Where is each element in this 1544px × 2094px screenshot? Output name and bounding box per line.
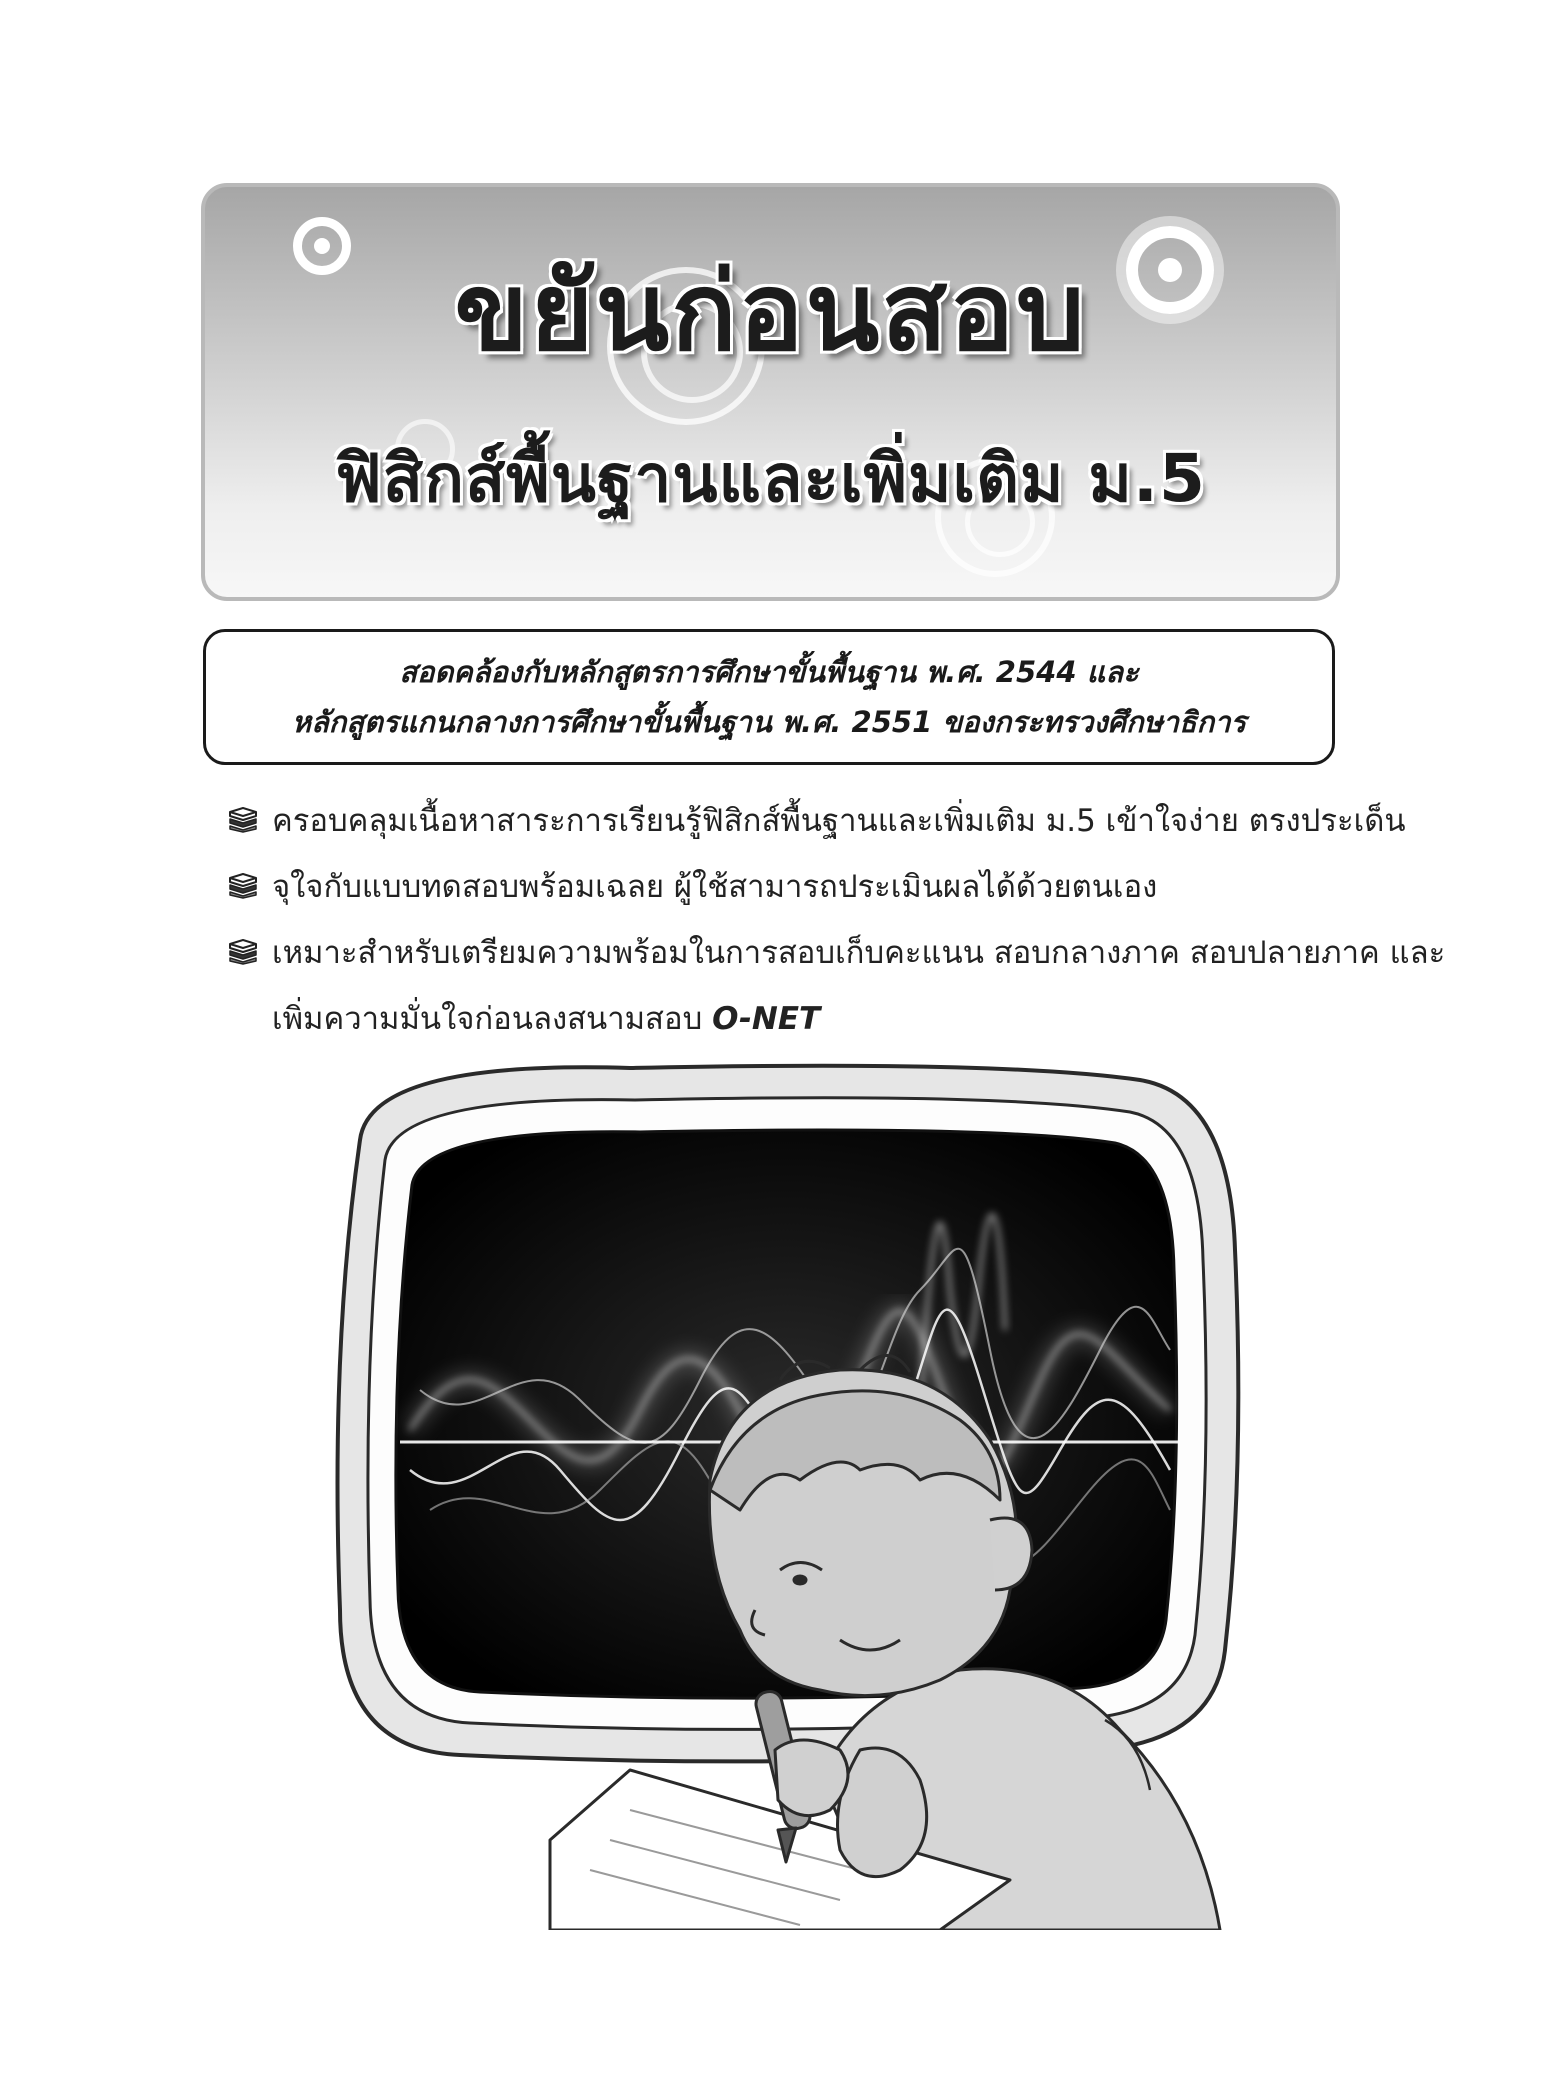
title-banner xyxy=(201,183,1340,601)
feature-item xyxy=(228,854,1348,920)
feature-list xyxy=(228,788,1446,1052)
feature-item xyxy=(228,920,1446,1052)
feature-continuation-text: เพิ่มความมั่นใจก่อนลงสนามสอบ xyxy=(272,1001,703,1037)
curriculum-line-1: สอดคล้องกับหลักสูตรการศึกษาขั้นพื้นฐาน พ.ศ. 2544 และ xyxy=(399,655,1139,689)
stacked-books-icon xyxy=(228,939,258,965)
stacked-books-icon xyxy=(228,807,258,833)
feature-text-continuation xyxy=(272,986,1348,1052)
feature-text: ครอบคลุมเนื้อหาสาระการเรียนรู้ฟิสิกส์พื้นฐานและเพิ่มเติม ม.5 เข้าใจง่าย ตรงประเด็น xyxy=(272,803,1406,839)
feature-text: เหมาะสำหรับเตรียมความพร้อมในการสอบเก็บคะแนน สอบกลางภาค สอบปลายภาค และ xyxy=(272,935,1446,971)
curriculum-box xyxy=(203,629,1335,765)
curriculum-line-2: หลักสูตรแกนกลางการศึกษาขั้นพื้นฐาน พ.ศ. 2551 ของกระทรวงศึกษาธิการ xyxy=(291,705,1247,739)
book-subtitle: ฟิสิกส์พื้นฐานและเพิ่มเติม ม.5 xyxy=(335,440,1206,517)
onet-highlight: O-NET xyxy=(712,1001,821,1037)
cover-illustration xyxy=(300,1050,1260,1930)
book-title: ขยันก่อนสอบ xyxy=(454,250,1087,375)
feature-item xyxy=(228,788,1406,854)
feature-text: จุใจกับแบบทดสอบพร้อมเฉลย ผู้ใช้สามารถประเมินผลได้ด้วยตนเอง xyxy=(272,869,1158,905)
stacked-books-icon xyxy=(228,873,258,899)
